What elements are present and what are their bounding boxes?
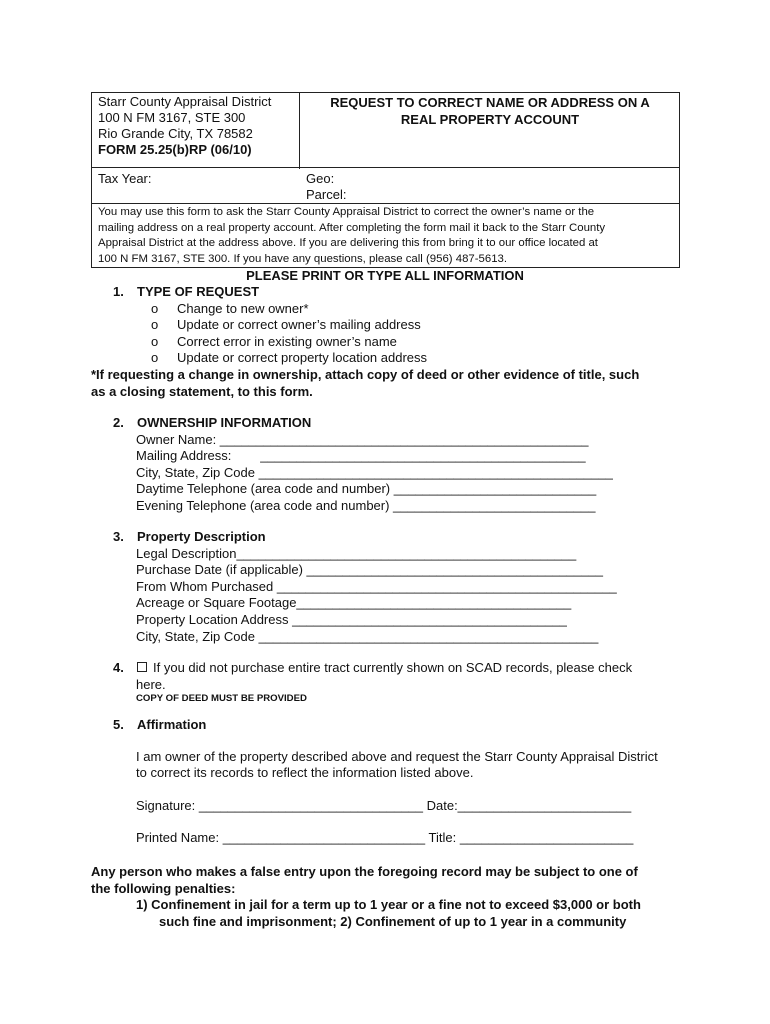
instructions-line: 100 N FM 3167, STE 300. If you have any questions, please call (956) 487-5613.	[98, 252, 508, 265]
section-ownership-information	[113, 415, 693, 515]
affirmation-text: to correct its records to reflect the information listed above.	[136, 765, 474, 781]
penalty-item: 1) Confinement in jail for a term up to 1 year or a fine not to exceed $3,000 or both	[136, 897, 641, 913]
signature-date-field[interactable]: Signature: _______________________________ Date:________________________	[136, 797, 632, 813]
section-title: Affirmation	[137, 717, 207, 732]
district-info	[98, 94, 298, 158]
district-address-1: 100 N FM 3167, STE 300	[98, 110, 246, 125]
form-number: FORM 25.25(b)RP (06/10)	[98, 142, 252, 157]
option-correct-name[interactable]: o Correct error in existing owner’s name	[151, 333, 397, 349]
city-state-zip-field[interactable]: City, State, Zip Code _________________________________________________	[136, 464, 613, 480]
header-rule	[92, 167, 679, 168]
purchased-from-field[interactable]: From Whom Purchased _______________________________________________	[136, 578, 617, 594]
section-type-of-request	[113, 284, 693, 367]
radio-bullet-icon[interactable]: o	[151, 350, 159, 366]
parcel-field[interactable]: Parcel:	[306, 187, 347, 202]
header-rule	[92, 203, 679, 204]
form-title-line-1: REQUEST TO CORRECT NAME OR ADDRESS ON A	[330, 95, 650, 110]
header-divider	[299, 93, 300, 169]
tax-year-field[interactable]: Tax Year:	[98, 171, 152, 186]
section-number: 4.	[113, 660, 124, 675]
instructions-line: mailing address on a real property account. After completing the form mail it back to the Starr County	[98, 221, 606, 234]
option-new-owner[interactable]: o Change to new owner*	[151, 300, 309, 316]
form-title	[302, 94, 678, 128]
section-title: Property Description	[137, 529, 266, 544]
daytime-phone-field[interactable]: Daytime Telephone (area code and number) ____________________________	[136, 481, 597, 497]
instructions	[98, 205, 676, 267]
option-location-address[interactable]: o Update or correct property location address	[151, 350, 428, 366]
radio-bullet-icon[interactable]: o	[151, 333, 159, 349]
section-number: 3.	[113, 529, 124, 544]
section-number: 2.	[113, 415, 124, 430]
deed-required-note: COPY OF DEED MUST BE PROVIDED	[136, 693, 307, 705]
instructions-line: You may use this form to ask the Starr County Appraisal District to correct the owner’s name or the	[98, 206, 595, 218]
geo-parcel-fields	[306, 171, 346, 203]
partial-tract-text: If you did not purchase entire tract currently shown on SCAD records, please check	[153, 660, 633, 675]
section-number: 5.	[113, 717, 124, 732]
section-title: TYPE OF REQUEST	[137, 284, 260, 299]
district-name: Starr County Appraisal District	[98, 94, 272, 109]
ownership-change-note: *If requesting a change in ownership, attach copy of deed or other evidence of title, such as a closing statement, to this form.	[91, 367, 640, 399]
penalties-notice	[91, 864, 691, 930]
penalty-item: such fine and imprisonment; 2) Confinement of up to 1 year in a community	[159, 913, 627, 929]
printed-name-title-field[interactable]: Printed Name: ____________________________ Title: ________________________	[136, 830, 634, 846]
instructions-line: Appraisal District at the address above. If you are delivering this from bring it to our office located at	[98, 237, 598, 250]
section-number: 1.	[113, 284, 124, 299]
property-location-field[interactable]: Property Location Address ______________________________________	[136, 611, 567, 627]
header-table	[91, 92, 680, 268]
option-mailing-address[interactable]: o Update or correct owner’s mailing address	[151, 317, 421, 333]
legal-description-field[interactable]: Legal Description_______________________________________________	[136, 545, 577, 561]
purchase-date-field[interactable]: Purchase Date (if applicable) _________________________________________	[136, 562, 603, 578]
radio-bullet-icon[interactable]: o	[151, 317, 159, 333]
section-affirmation	[113, 717, 693, 847]
section-partial-tract	[113, 660, 683, 705]
section-title: OWNERSHIP INFORMATION	[137, 415, 312, 430]
print-instruction: PLEASE PRINT OR TYPE ALL INFORMATION	[246, 268, 524, 283]
partial-tract-text-cont: here.	[136, 676, 166, 692]
owner-name-field[interactable]: Owner Name: ___________________________________________________	[136, 431, 589, 447]
partial-tract-checkbox[interactable]	[137, 662, 147, 672]
penalties-intro: the following penalties:	[91, 880, 236, 896]
section-property-description	[113, 529, 693, 645]
radio-bullet-icon[interactable]: o	[151, 300, 159, 316]
geo-field[interactable]: Geo:	[306, 171, 335, 186]
evening-phone-field[interactable]: Evening Telephone (area code and number) ____________________________	[136, 497, 596, 513]
form-title-line-2: REAL PROPERTY ACCOUNT	[400, 112, 580, 127]
affirmation-text: I am owner of the property described above and request the Starr County Appraisal District	[136, 748, 658, 764]
property-city-state-zip-field[interactable]: City, State, Zip Code _______________________________________________	[136, 628, 599, 644]
acreage-field[interactable]: Acreage or Square Footage______________________________________	[136, 595, 572, 611]
penalties-intro: Any person who makes a false entry upon the foregoing record may be subject to one of	[91, 864, 638, 879]
district-address-2: Rio Grande City, TX 78582	[98, 126, 253, 141]
mailing-address-field[interactable]: Mailing Address: _____________________________________________	[136, 448, 586, 464]
